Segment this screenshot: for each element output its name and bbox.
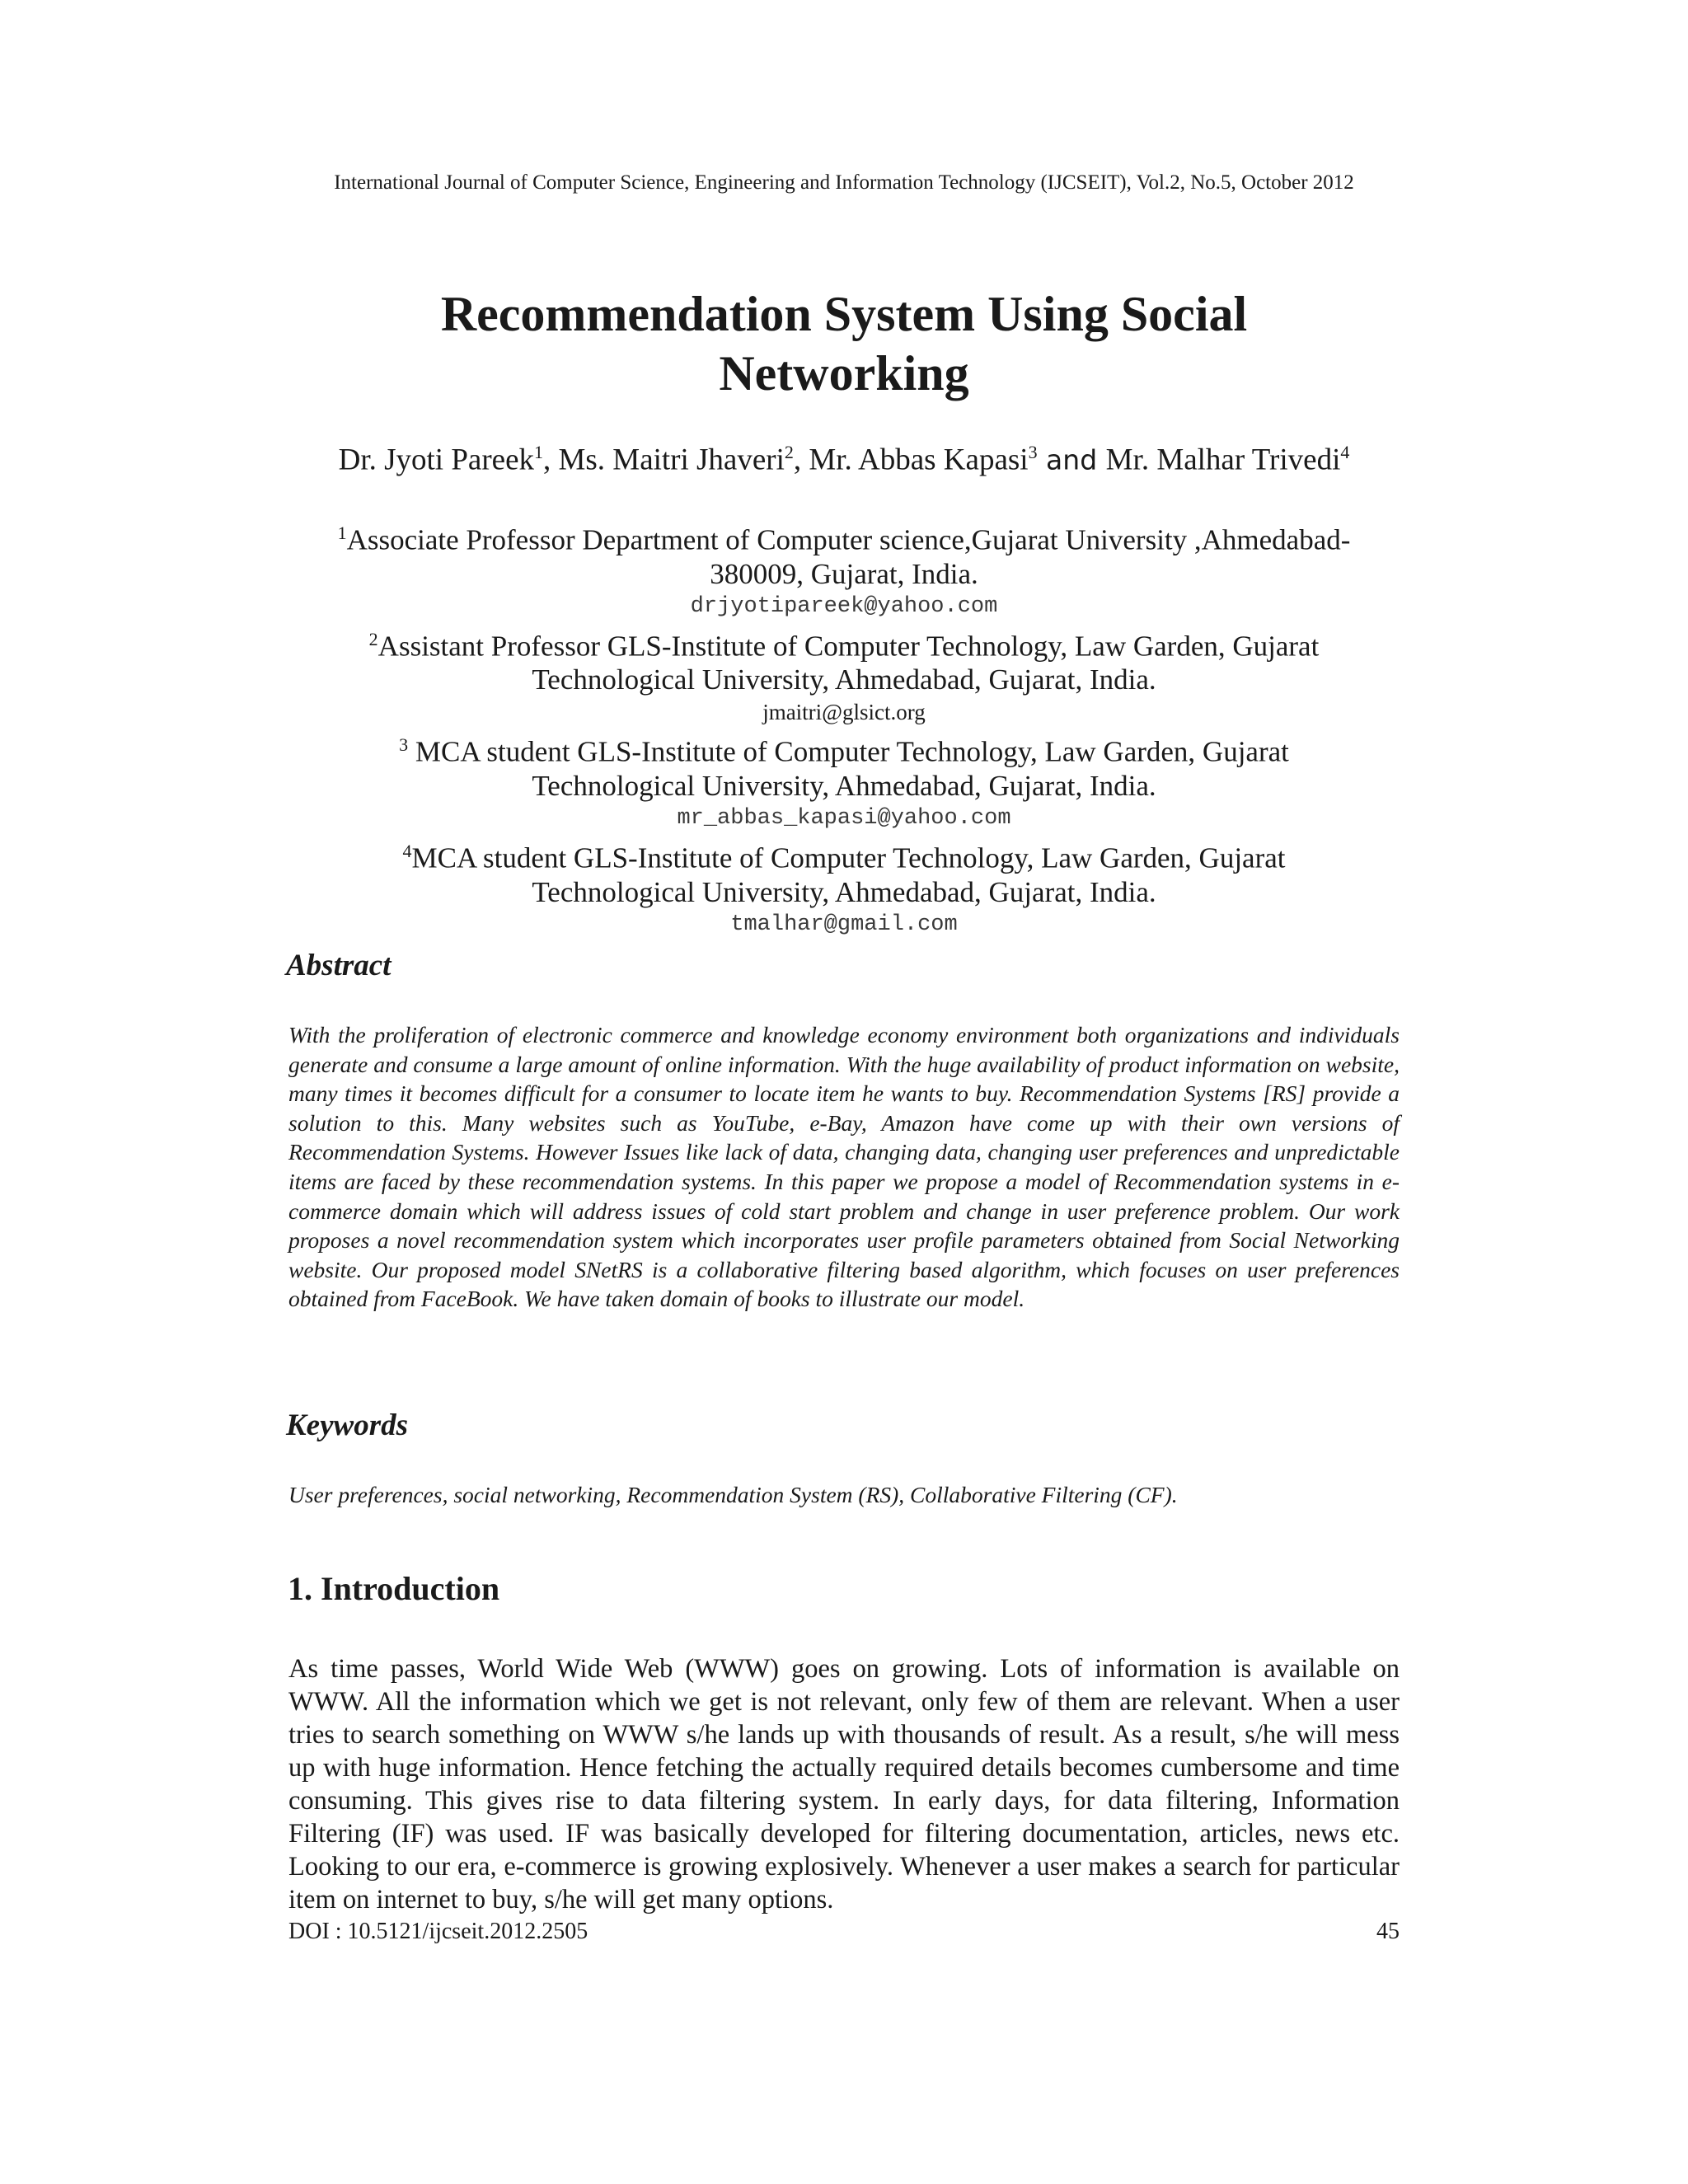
- footer-doi: DOI : 10.5121/ijcseit.2012.2505: [288, 1919, 588, 1944]
- introduction-body: As time passes, World Wide Web (WWW) goes on growing. Lots of information is available on WWW. All the information which we get is not relevant, only few of them are relevant. When a user tries to search something on WWW s/he lands up with thousands of result. As a result, s/he will mess up with huge information. Hence fetching the actually required details becomes cumbersome and time consuming. This gives rise to data filtering system. In early days, for data filtering, Information Filtering (IF) was used. IF was basically developed for filtering documentation, articles, news etc. Looking to our era, e-commerce is growing explosively. Whenever a user makes a search for particular item on internet to buy, s/he will get many options.: [288, 1654, 1400, 1915]
- affiliation-4: $^4$MCA student GLS-Institute of Computer Technology, Law Garden, Gujarat: [402, 840, 1286, 874]
- title-line-2: Networking: [719, 346, 969, 401]
- page-number: 45: [1376, 1919, 1400, 1944]
- abstract-heading: Abstract: [286, 949, 392, 982]
- keywords-body: User preferences, social networking, Recommendation System (RS), Collaborative Filtering (CF).: [288, 1482, 1178, 1507]
- author-sup: 3: [1028, 442, 1038, 462]
- author-sup: 4: [1340, 442, 1350, 462]
- author-name: Ms. Maitri Jhaveri: [558, 443, 785, 477]
- section-heading-introduction: 1. Introduction: [288, 1570, 500, 1607]
- email-link[interactable]: mr_abbas_kapasi@yahoo.com: [677, 805, 1011, 831]
- author-name: Mr. Malhar Trivedi: [1105, 443, 1341, 477]
- affiliation-3: $^3$ MCA student GLS-Institute of Computer Technology, Law Garden, Gujarat: [399, 734, 1289, 768]
- email-link[interactable]: drjyotipareek@yahoo.com: [690, 593, 998, 619]
- author-name: Mr. Abbas Kapasi: [809, 443, 1029, 477]
- running-header: International Journal of Computer Science, Engineering and Information Technology (IJCSEIT), Vol.2, No.5, October 2012: [334, 171, 1354, 194]
- affiliation-2: $^2$Assistant Professor GLS-Institute of Computer Technology, Law Garden, Gujarat: [368, 628, 1320, 663]
- email-link[interactable]: tmalhar@gmail.com: [730, 912, 958, 937]
- author-sup: 2: [784, 442, 794, 462]
- author-conjunction: and: [1037, 443, 1106, 476]
- author-sup: 1: [534, 442, 543, 462]
- author-name: Dr. Jyoti Pareek: [338, 443, 534, 477]
- affiliations: $^1$Associate Professor Department of Computer science,Gujarat University ,Ahmedabad- 380009, Gujarat, India. drjyotipareek@yahoo.com $^2$Assistant Professor GLS-Institute of Computer Technology, Law Garden, Gujarat Technological University, Ahmedabad, Gujarat, India. jmaitri@glsict.org $^3$ MCA student GLS-Institute of Computer Technology, Law Garden, Gujarat Technological University, Ahmedabad, Gujarat, India. mr_abbas_kapasi@yahoo.com $^4$MCA student GLS-Institute of Computer Technology, Law Garden, Gujarat Technological University, Ahmedabad, Gujarat, India. tmalhar@gmail.com: [280, 516, 1408, 940]
- abstract-body: With the proliferation of electronic commerce and knowledge economy environment both organizations and individuals generate and consume a large amount of online information. With the huge availability of product information on website, many times it becomes difficult for a consumer to locate item he wants to buy. Recommendation Systems [RS] provide a solution to this. Many websites such as YouTube, e-Bay, Amazon have come up with their own versions of Recommendation Systems. However Issues like lack of data, changing data, changing user preferences and unpredictable items are faced by these recommendation systems. In this paper we propose a model of Recommendation systems in e-commerce domain which will address issues of cold start problem and change in user preference problem. Our work proposes a novel recommendation system which incorporates user profile parameters obtained from Social Networking website. Our proposed model SNetRS is a collaborative filtering based algorithm, which focuses on user preferences obtained from FaceBook. We have taken domain of books to illustrate our model.: [288, 1022, 1400, 1312]
- title-line-1: Recommendation System Using Social: [440, 287, 1248, 341]
- email-link[interactable]: jmaitri@glsict.org: [762, 700, 926, 725]
- keywords-heading: Keywords: [286, 1408, 408, 1442]
- paper-title: [0, 284, 1688, 403]
- affiliation-1: $^1$Associate Professor Department of Computer science,Gujarat University ,Ahmedabad-: [337, 523, 1351, 556]
- author-list: Dr. Jyoti Pareek$^1$, Ms. Maitri Jhaveri$^2$, Mr. Abbas Kapasi$^3$ and Mr. Malhar Trivedi$^4$: [338, 442, 1350, 477]
